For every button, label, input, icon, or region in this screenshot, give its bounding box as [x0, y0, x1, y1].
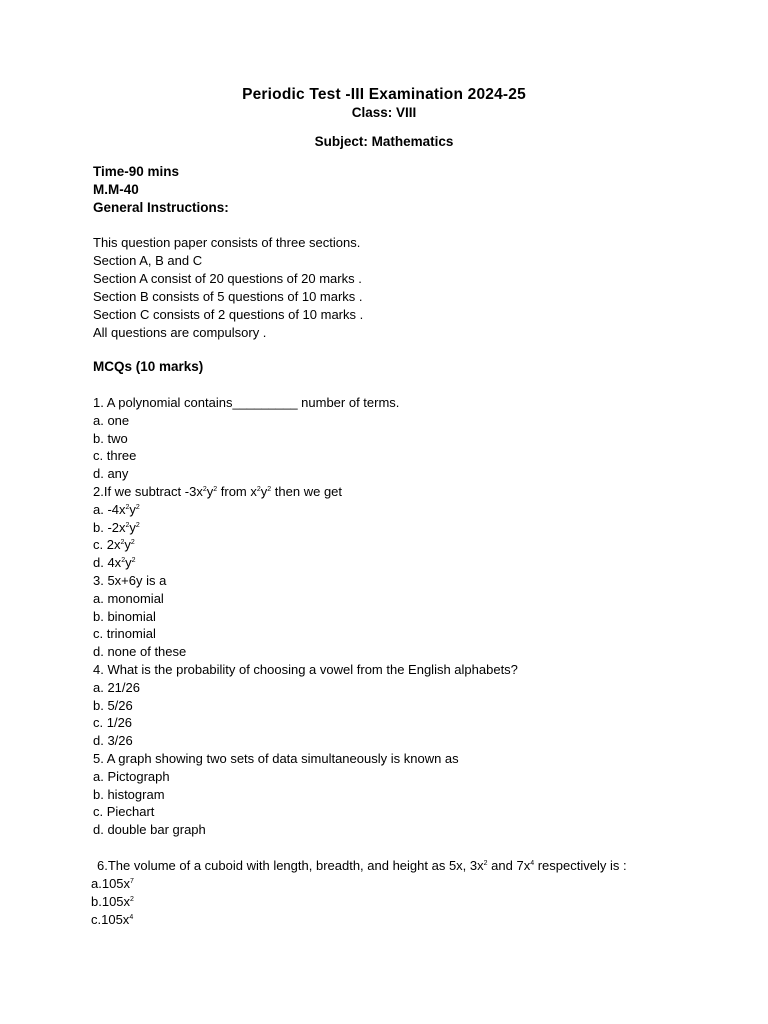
question-5: 5. A graph showing two sets of data simultaneously is known as — [93, 750, 459, 766]
instructions-heading: General Instructions: — [93, 200, 229, 215]
q4-option: d. 3/26 — [93, 733, 133, 749]
instruction-line: Section B consists of 5 questions of 10 marks . — [93, 289, 363, 304]
q1-option: b. two — [93, 430, 128, 446]
q5-option: d. double bar graph — [93, 822, 206, 838]
q3-option: c. trinomial — [93, 626, 156, 642]
q5-option: b. histogram — [93, 786, 165, 802]
question-1: 1. A polynomial contains_________ number of terms. — [93, 395, 400, 410]
q2-option: d. $4x^2y^2$ — [93, 555, 136, 571]
exam-title: Periodic Test -III Examination 2024-25 — [242, 86, 526, 103]
question-4: 4. What is the probability of choosing a vowel from the English alphabets? — [93, 661, 518, 677]
subject-label: Subject: Mathematics — [314, 134, 454, 149]
q2-option: a. $-4x^2y^2$ — [93, 501, 140, 517]
time-label: Time-90 mins — [93, 164, 180, 179]
q4-option: c. 1/26 — [93, 715, 133, 731]
q1-option: c. three — [93, 448, 137, 464]
questions-list — [93, 394, 733, 839]
q5-option: a. Pictograph — [93, 768, 170, 784]
question-6: 6.The volume of a cuboid with length, breadth, and height as 5x, $3x^2$ and $7x^4$ respectively is : — [97, 858, 627, 873]
instruction-line: All questions are compulsory . — [93, 325, 267, 340]
q2-option: b. $-2x^2y^2$ — [93, 519, 140, 535]
class-label: Class: VIII — [351, 105, 417, 120]
mcq-section-heading: MCQs (10 marks) — [93, 359, 204, 374]
q4-option: a. 21/26 — [93, 679, 140, 695]
question-2: 2.If we subtract $-3x^2y^2$ from $x^2y^2$ then we get — [93, 483, 343, 499]
q3-option: a. monomial — [93, 590, 164, 606]
q5-option: c. Piechart — [93, 804, 155, 820]
instruction-line: Section A consist of 20 questions of 20 marks . — [93, 271, 362, 286]
instructions-list — [93, 234, 733, 342]
q2-option: c. $2x^2y^2$ — [93, 537, 135, 553]
q1-option: a. one — [93, 412, 130, 428]
exam-meta — [93, 163, 733, 217]
instruction-line: This question paper consists of three sections. — [93, 235, 361, 250]
q4-option: b. 5/26 — [93, 697, 133, 713]
instruction-line: Section A, B and C — [93, 253, 203, 268]
q3-option: d. none of these — [93, 644, 187, 660]
q1-option: d. any — [93, 466, 129, 482]
q6-option: $c.105x^4$ — [91, 912, 134, 927]
max-marks-label: M.M-40 — [93, 182, 139, 197]
q3-option: b. binomial — [93, 608, 156, 624]
instruction-line: Section C consists of 2 questions of 10 marks . — [93, 307, 364, 322]
q6-option: $a.105x^7$ — [91, 876, 134, 891]
q6-option: $b.105x^2$ — [91, 894, 134, 909]
question-3: 3. 5x+6y is a — [93, 572, 167, 588]
question-6-block — [93, 857, 743, 929]
